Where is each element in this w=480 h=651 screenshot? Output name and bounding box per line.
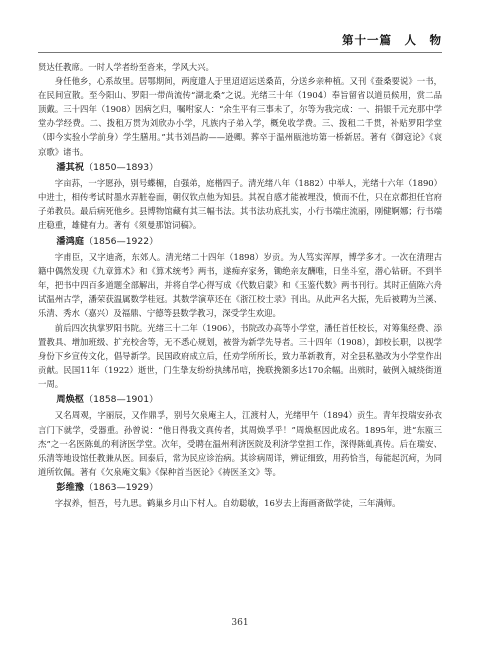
paragraph: 贤达任教席。一时人学者纷至沓来，学风大兴。 [38, 62, 214, 72]
header-rule [38, 52, 442, 53]
running-header: 第十一篇 人 物 [342, 33, 442, 47]
life-years: （1850—1893） [83, 161, 159, 173]
biography-heading [38, 481, 442, 496]
body-text [38, 60, 442, 608]
page-number: 361 [231, 618, 249, 628]
life-years: （1863—1929） [83, 481, 159, 493]
biography-heading [38, 393, 442, 408]
life-years: （1856—1922） [83, 235, 159, 247]
paragraph: 字亩荪，一字愿孙，别号蝶楣，自强弟，庭楷四子。清光绪八年（1882）中举人，光绪十六年（1890）中进士，相传考试时墨水弄脏卷面，朝仅钦点他为知县。其祝自感才能被埋没，愤而不仕，只在京都担任官府子弟教员。最后病死他乡。县博物馆藏有其三幅书法。其书法功底扎实，小行书端庄流丽，刚健婀娜；行书端庄稳重，雄健有力。著有《须曼那馆词稿》。 [38, 178, 442, 231]
biography-heading [38, 161, 442, 176]
life-years: （1858—1901） [83, 393, 159, 405]
paragraph: 身任他乡，心系故里。居鄂期间，两度遣人于里迢迢运送桑苗，分送乡亲种植。又刊《蚕桑要说》一书，在民间宣散。至今阳山、罗阳一带尚流传“湖北桑”之说。光绪三十年（1904）奉旨留省以道员候用，赏二品顶戴。三十四年（1908）因病乞归，嘱咐家人：“余生平有三事未了，尔等为我完成：一、捐银千元充那中学堂办学经费。二、拨租万贯为刘欣办小学，凡族内子弟入学，概免收学费。三、拨租二千贯，补贴罗阳学堂（即今实验小学前身）学生膳用。”其书刘昌韵——逊卿。葬卒于温州瓯池坊第一桥新居。著有《御寇论》《哀京歌》诸书。 [38, 76, 442, 157]
person-name: 潘其祝 [56, 161, 84, 173]
paragraph: 前后四次执掌罗阳书院。光绪三十二年（1906），书院改办高等小学堂，潘任首任校长，对筹集经费、添置教具、增加班级、扩充校舍等，无不悉心规划，被誉为新学先导者。三十四年（1908），卸校长职，以视学身份下乡宣传文化，倡导新学。民国政府成立后，任劝学所所长，致力革新教育，对全县私塾改为小学堂作出贡献。民国11年（1922）逝世，门生挚友纷纷执绋吊唁，挽联挽额多达170余幅。出殡时，破例入城绕街道一周。 [38, 322, 442, 389]
biography-heading [38, 235, 442, 250]
paragraph: 字甫臣，又字迪斋，东郊人。清光绪二十四年（1898）岁贡。为人笃实浑厚，博学多才。一次在清理古籍中偶然发现《九章算术》和《算术统考》两书，遂痴弃家务，锄绝亲友酬唯，日坐斗室，潜心钻研。不到半年，把书中四百多道题全部解出，并将自学心得写成《代数启蒙》和《玉鉴代数》两书刊行。其时正值陈六舟试温州古学，潘荣获温属数学桂冠。其数学演草还在《浙江校士录》刊出。从此声名大振，先后被聘为兰溪、乐清、秀水（嘉兴）及福鼎、宁德等县数学教习，深受学生欢迎。 [38, 252, 442, 319]
paragraph: 字叔养，恒吾，号九思。鹤巢乡月山下村人。自幼聪敏，16岁去上海画斋做学徒，三年满师。 [54, 498, 401, 509]
person-name: 彭维豫 [56, 481, 84, 493]
person-name: 潘鸿庭 [56, 235, 84, 247]
person-name: 周焕枢 [56, 393, 84, 405]
paragraph: 又名周观，字丽辰，又作鼎孚，别号欠泉庵主人，江渡村人，光绪甲午（1894）贡生。青年投瑞安孙衣言门下就学，受器重。孙曾说：“他日得我文真传者，其周焕孚乎！”周焕枢因此成名。1895年，进“东瓯三杰”之一名医陈虬的利济医学堂。次年，受聘在温州利济医院及利济学堂担工作，深得陈虬真传。后在瑞安、乐清等地设馆任教兼从医。回泰后，常为民应诊治病。其诊病周详，辨证细致，用药恰当，每能起沉疴，为同道所钦佩。著有《欠泉庵文集》《保种首当医论》《祷医圣文》等。 [38, 410, 442, 477]
